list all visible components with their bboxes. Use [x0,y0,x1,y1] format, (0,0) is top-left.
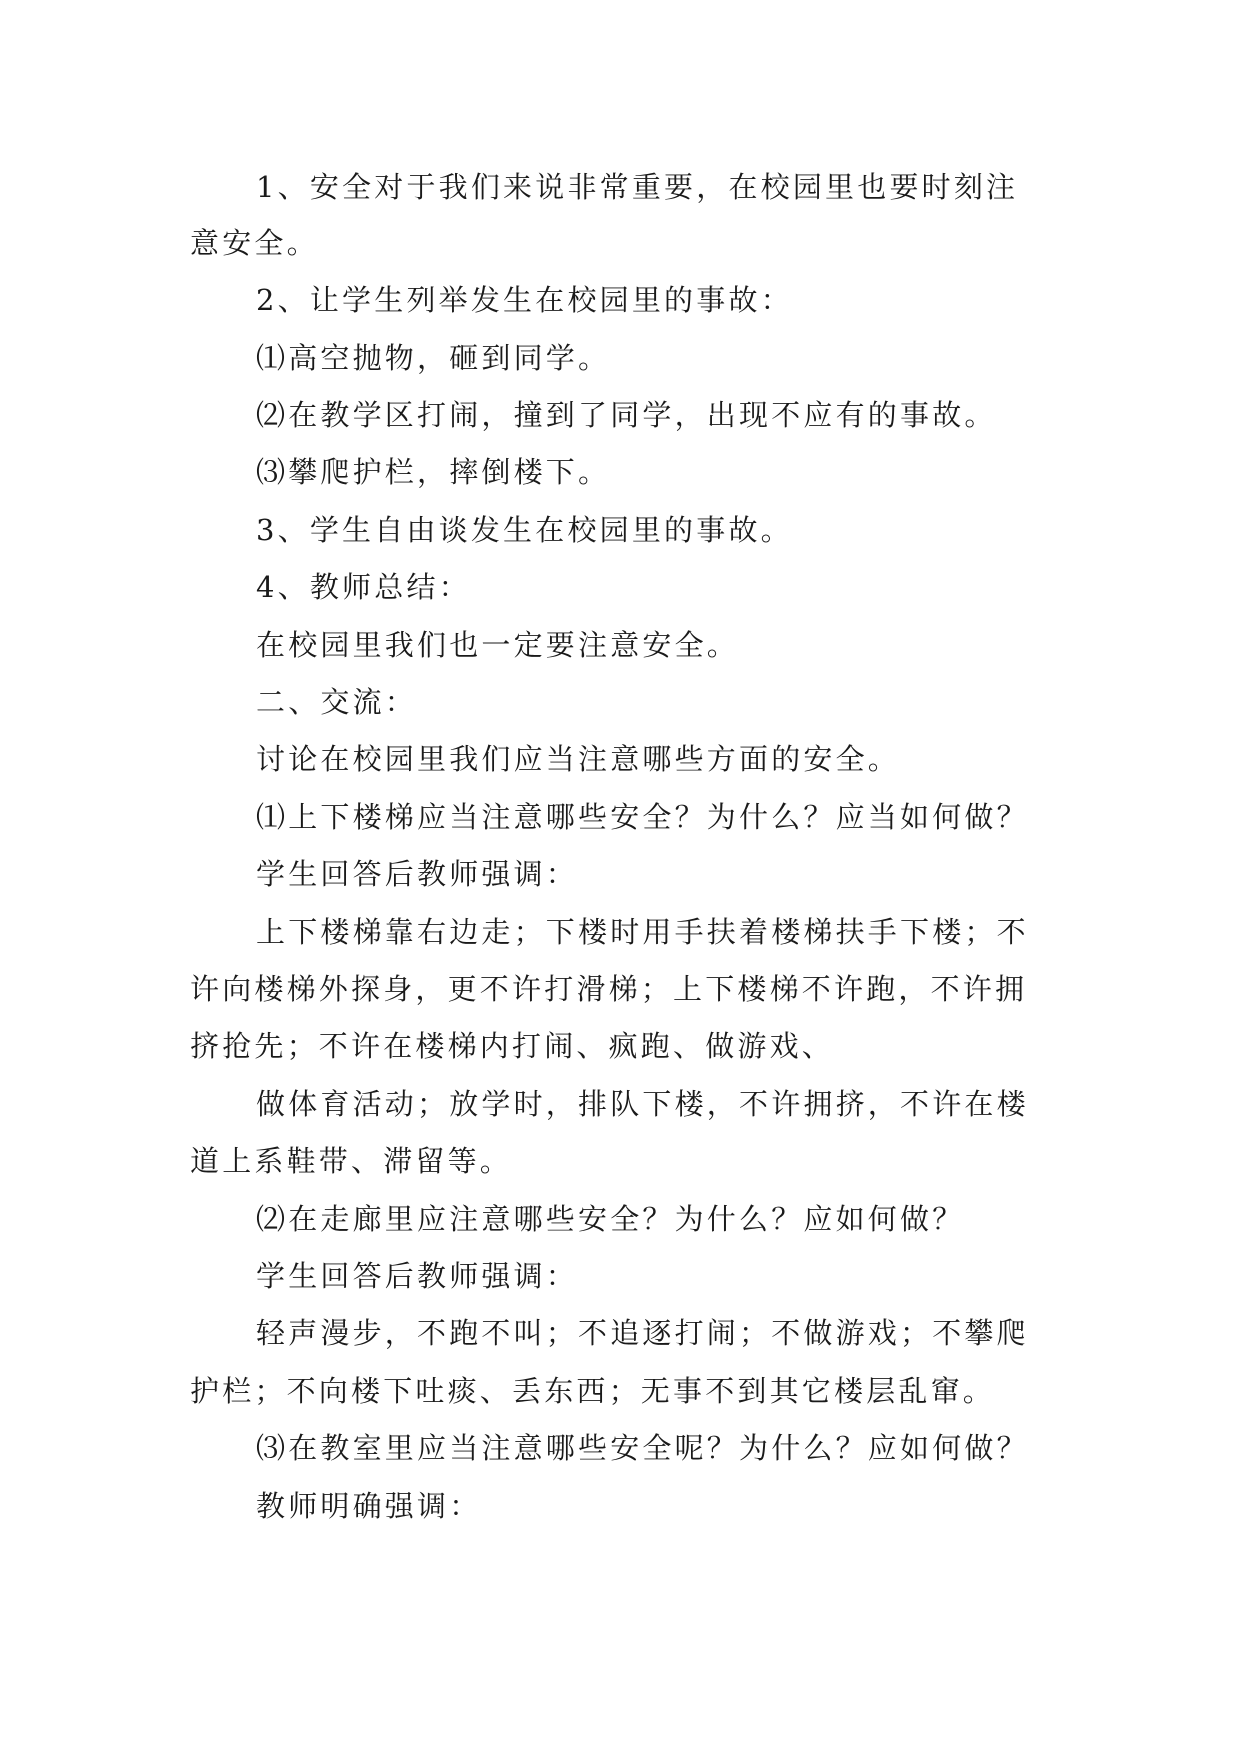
question-line: ⑶在教室里应当注意哪些安全呢？为什么？应如何做？ [256,1431,1029,1465]
paragraph-line: 教师明确强调： [256,1489,482,1523]
paragraph-line: 道上系鞋带、滞留等。 [190,1144,513,1178]
list-item: ⑶攀爬护栏，摔倒楼下。 [256,455,611,489]
list-item: ⑴高空抛物，砸到同学。 [256,341,611,375]
paragraph-line: 学生回答后教师强调： [256,1259,579,1293]
paragraph-line: 3、学生自由谈发生在校园里的事故。 [256,513,793,547]
paragraph-line: 2、让学生列举发生在校园里的事故： [256,283,793,317]
paragraph-line: 许向楼梯外探身，更不许打滑梯；上下楼梯不许跑，不许拥 [190,972,1028,1006]
paragraph-line: 讨论在校园里我们应当注意哪些方面的安全。 [256,742,901,776]
paragraph-line: 意安全。 [190,226,319,260]
list-item: ⑵在教学区打闹，撞到了同学，出现不应有的事故。 [256,398,997,432]
paragraph-line: 挤抢先；不许在楼梯内打闹、疯跑、做游戏、 [190,1029,835,1063]
paragraph-line: 上下楼梯靠右边走；下楼时用手扶着楼梯扶手下楼；不 [256,915,1029,949]
question-line: ⑵在走廊里应注意哪些安全？为什么？应如何做？ [256,1202,965,1236]
section-heading: 二、交流： [256,685,418,719]
paragraph-line: 1、安全对于我们来说非常重要，在校园里也要时刻注 [256,170,1019,204]
question-line: ⑴上下楼梯应当注意哪些安全？为什么？应当如何做？ [256,800,1029,834]
paragraph-line: 4、教师总结： [256,570,471,604]
paragraph-line: 学生回答后教师强调： [256,857,579,891]
paragraph-line: 做体育活动；放学时，排队下楼，不许拥挤，不许在楼 [256,1087,1029,1121]
paragraph-line: 护栏；不向楼下吐痰、丢东西；无事不到其它楼层乱窜。 [190,1374,996,1408]
paragraph-line: 轻声漫步，不跑不叫；不追逐打闹；不做游戏；不攀爬 [256,1316,1029,1350]
paragraph-line: 在校园里我们也一定要注意安全。 [256,628,740,662]
